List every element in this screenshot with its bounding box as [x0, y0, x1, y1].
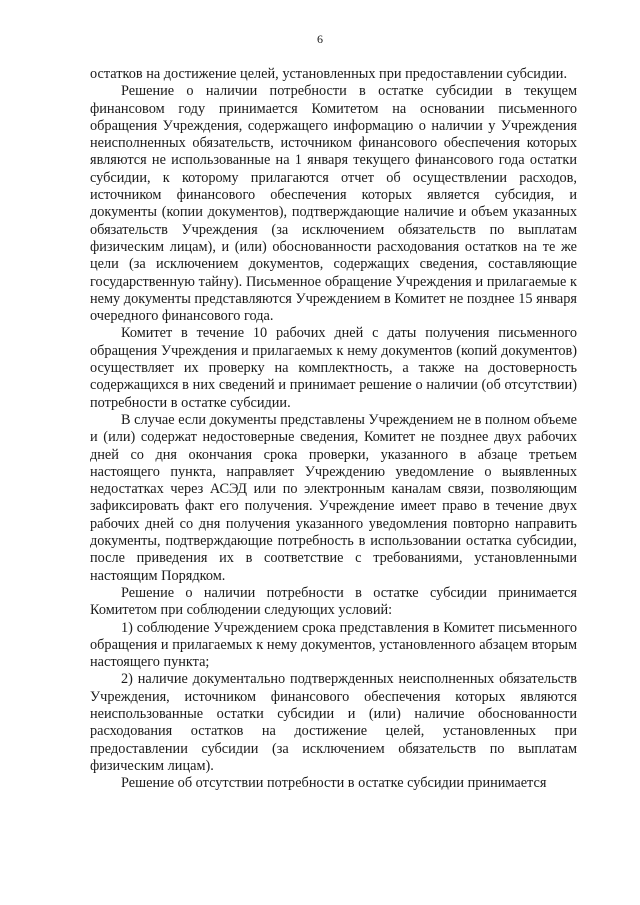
- paragraph: Решение об отсутствии потребности в остатке субсидии принимается: [121, 775, 547, 792]
- document-body: [90, 66, 577, 792]
- paragraph: остатков на достижение целей, установленных при предоставлении субсидии.: [90, 66, 568, 82]
- paragraph: В случае если документы представлены Учреждением не в полном объеме и (или) содержат недостоверные сведения, Комитет не позднее двух рабочих дней со дня окончания срока проверки, указанного в абзаце третьем настоящего пункта, направляет Учреждению уведомление о выявленных недостатках через АСЭД или по электронным каналам связи, позволяющим зафиксировать факт его получения. Учреждение имеет право в течение двух рабочих дней со дня получения указанного уведомления повторно направить документы, подтверждающие потребность в использовании остатка субсидии, после приведения их в соответствие с требованиями, установленными настоящим Порядком.: [90, 411, 577, 584]
- paragraph: 1) соблюдение Учреждением срока представления в Комитет письменного обращения и прилагаемых к нему документов, установленного абзацем вторым настоящего пункта;: [90, 619, 577, 671]
- page-number: 6: [317, 32, 323, 46]
- paragraph: Решение о наличии потребности в остатке субсидии в текущем финансовом году принимается Комитетом на основании письменного обращения Учреждения, содержащего информацию о наличии у Учреждения неисполненных обязательств, источником финансового обеспечения которых являются не использованные на 1 января текущего финансового года остатки субсидии, к которому прилагаются отчет об осуществлении расходов, источником финансового обеспечения которых является субсидия, и документы (копии документов), подтверждающие наличие и объем указанных обязательств Учреждения (за исключением обязательств по выплатам физическим лицам), и (или) обоснованности расходования остатков на те же цели (за исключением документов, содержащих сведения, составляющие государственную тайну). Письменное обращение Учреждения и прилагаемые к нему документы представляются Учреждением в Комитет не позднее 15 января очередного финансового года.: [90, 83, 577, 325]
- paragraph: 2) наличие документально подтвержденных неисполненных обязательств Учреждения, источником финансового обеспечения которых являются неиспользованные остатки субсидии и (или) наличие обоснованности расходования остатков на достижение целей, установленных при предоставлении субсидии (за исключением обязательств по выплатам физическим лицам).: [90, 671, 577, 774]
- paragraph: Решение о наличии потребности в остатке субсидии принимается Комитетом при соблюдении следующих условий:: [90, 584, 577, 619]
- paragraph: Комитет в течение 10 рабочих дней с даты получения письменного обращения Учреждения и прилагаемых к нему документов (копий документов) осуществляет их проверку на комплектность, а также на достоверность содержащихся в них сведений и принимает решение о наличии (об отсутствии) потребности в остатке субсидии.: [90, 325, 577, 411]
